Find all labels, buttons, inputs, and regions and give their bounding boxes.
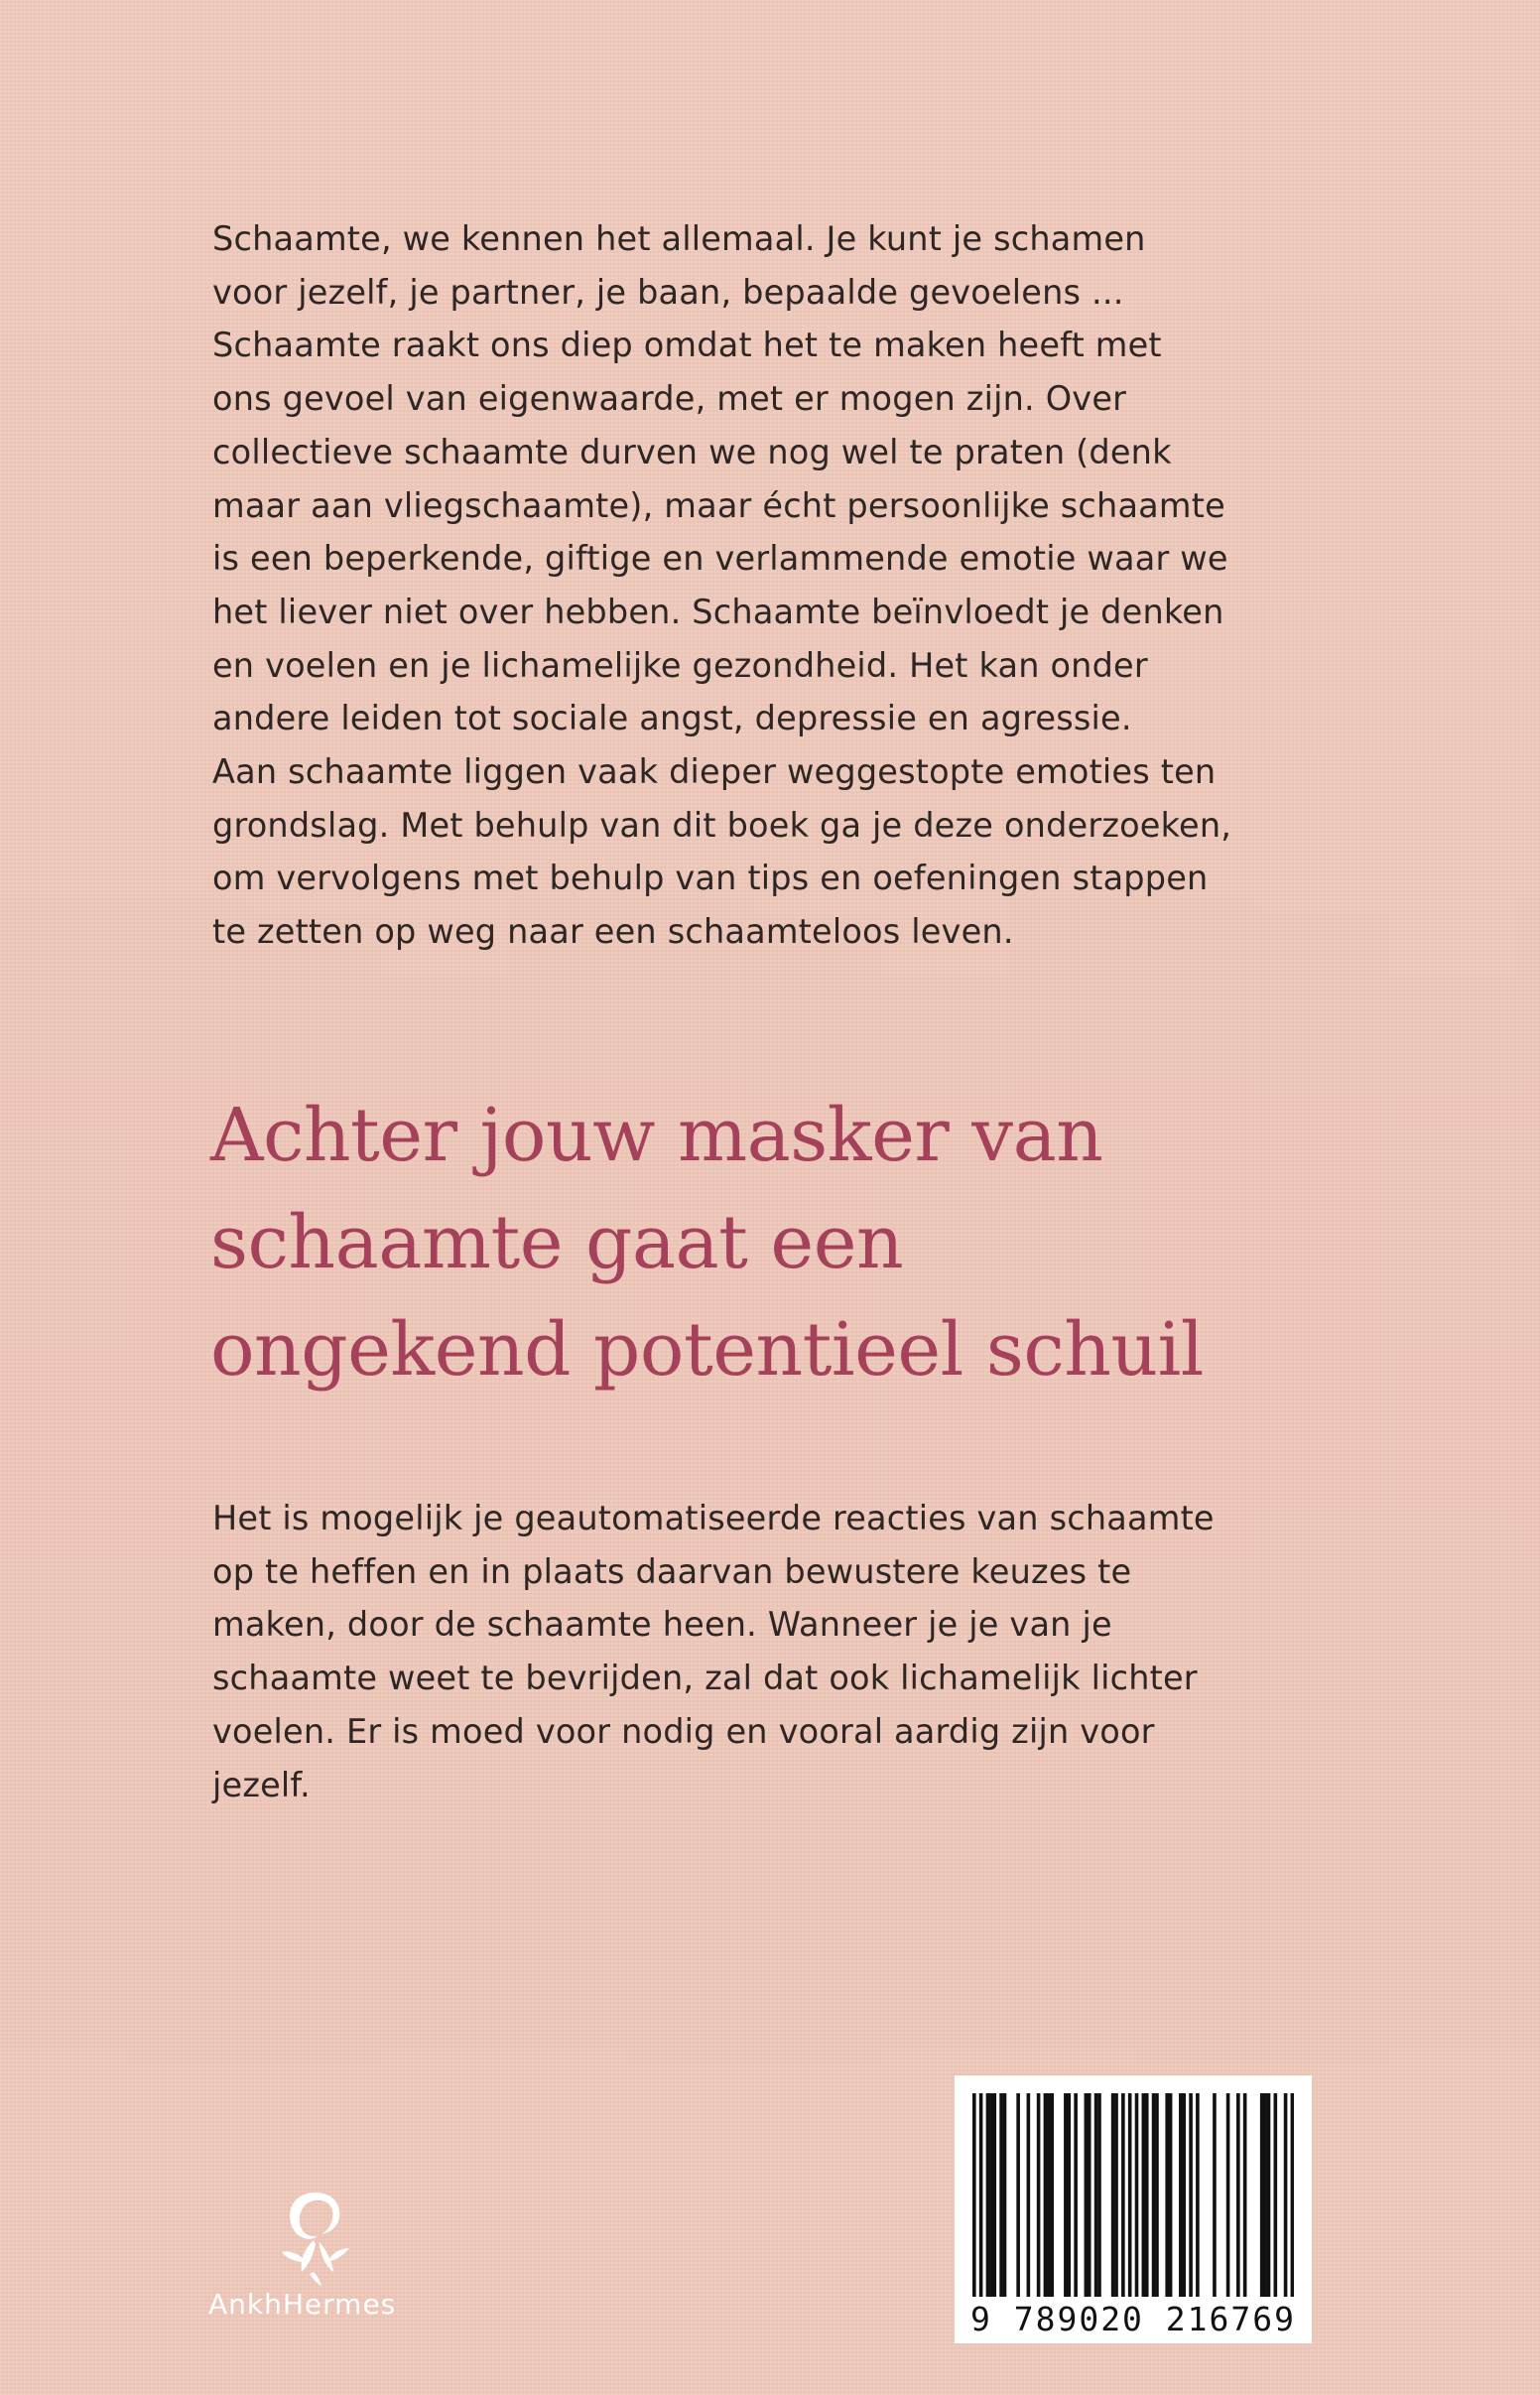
barcode-bar — [989, 2093, 993, 2297]
barcode-bar — [972, 2093, 976, 2297]
barcode-bar — [1284, 2093, 1288, 2297]
blurb-line: maken, door de schaamte heen. Wanneer je je van je — [212, 1605, 1112, 1645]
blurb-line: om vervolgens met behulp van tips en oefeningen stappen — [212, 859, 1209, 898]
barcode-bar — [1182, 2093, 1186, 2297]
barcode-bar — [1064, 2093, 1068, 2297]
barcode-bar — [1267, 2093, 1271, 2297]
barcode-bar — [1003, 2093, 1007, 2297]
barcode-bar — [1291, 2093, 1294, 2297]
blurb-line: voor jezelf, je partner, je baan, bepaalde gevoelens ... — [212, 272, 1124, 312]
barcode-bar — [1128, 2093, 1132, 2297]
barcode-bar — [986, 2093, 990, 2297]
barcode-bar — [1274, 2093, 1278, 2297]
barcode-bar — [1135, 2093, 1139, 2297]
barcode-bar — [1213, 2093, 1217, 2297]
blurb-line: het liever niet over hebben. Schaamte beïnvloedt je denken — [212, 592, 1224, 631]
barcode-bar — [1165, 2093, 1169, 2297]
barcode-bar — [1016, 2093, 1020, 2297]
barcode-bar — [1196, 2093, 1200, 2297]
quote-line: Achter jouw masker van — [210, 1093, 1103, 1178]
barcode-bar — [1243, 2093, 1247, 2297]
ankh-hermes-logo-icon — [270, 2189, 361, 2288]
barcode-bar — [992, 2093, 996, 2297]
barcode-bar — [1097, 2093, 1101, 2297]
publisher-logo — [208, 2189, 437, 2321]
quote-line: schaamte gaat een — [210, 1200, 904, 1285]
blurb-line: collectieve schaamte durven we nog wel te praten (denk — [212, 432, 1172, 471]
barcode-bars — [972, 2093, 1294, 2297]
quote-line: ongekend potentieel schuil — [210, 1307, 1204, 1393]
barcode-bar — [999, 2093, 1003, 2297]
barcode-bar — [1226, 2093, 1230, 2297]
barcode-bar — [1074, 2093, 1078, 2297]
blurb-line: op te heffen en in plaats daarvan bewustere keuzes te — [212, 1551, 1132, 1591]
blurb-line: en voelen en je lichamelijke gezondheid. Het kan onder — [212, 645, 1148, 685]
barcode-bar — [1189, 2093, 1193, 2297]
barcode-bar — [1094, 2093, 1098, 2297]
barcode-bar — [1179, 2093, 1183, 2297]
barcode-bar — [979, 2093, 983, 2297]
publisher-name: AnkhHermes — [208, 2288, 397, 2321]
blurb-line: ons gevoel van eigenwaarde, met er mogen zijn. Over — [212, 379, 1127, 419]
barcode-bar — [1067, 2093, 1071, 2297]
barcode-bar — [1085, 2093, 1089, 2297]
isbn-number: 9 789020 216769 — [969, 2300, 1296, 2338]
blurb-line: schaamte weet te bevrijden, zal dat ook lichamelijk lichter — [212, 1659, 1198, 1698]
barcode-bar — [1050, 2093, 1054, 2297]
blurb-line: Aan schaamte liggen vaak dieper weggestopte emoties ten — [212, 752, 1217, 792]
barcode — [955, 2075, 1312, 2343]
barcode-bar — [1169, 2093, 1173, 2297]
barcode-bar — [1142, 2093, 1146, 2297]
barcode-bar — [1155, 2093, 1159, 2297]
blurb-line: Het is mogelijk je geautomatiseerde reacties van schaamte — [212, 1499, 1215, 1537]
barcode-bar — [1263, 2093, 1267, 2297]
barcode-bar — [1121, 2093, 1125, 2297]
barcode-bar — [1027, 2093, 1031, 2297]
barcode-bar — [1260, 2093, 1264, 2297]
barcode-bar — [1044, 2093, 1048, 2297]
barcode-bar — [1047, 2093, 1051, 2297]
blurb-line: maar aan vliegschaamte), maar écht persoonlijke schaamte — [212, 485, 1225, 525]
barcode-bar — [1114, 2093, 1118, 2297]
barcode-bar — [1088, 2093, 1091, 2297]
pull-quote — [210, 1082, 1401, 1403]
blurb-line: Schaamte, we kennen het allemaal. Je kunt je schamen — [212, 219, 1146, 258]
blurb-line: te zetten op weg naar een schaamteloos leven. — [212, 912, 1014, 952]
blurb-bottom — [212, 1492, 1334, 1811]
blurb-top — [212, 212, 1334, 959]
blurb-line: Schaamte raakt ons diep omdat het te maken heeft met — [212, 326, 1162, 365]
barcode-bar — [1145, 2093, 1149, 2297]
blurb-line: voelen. Er is moed voor nodig en vooral aardig zijn voor — [212, 1711, 1155, 1751]
blurb-line: andere leiden tot sociale angst, depressie en agressie. — [212, 699, 1132, 738]
barcode-bar — [1111, 2093, 1115, 2297]
barcode-bar — [1152, 2093, 1156, 2297]
blurb-line: grondslag. Met behulp van dit boek ga je deze onderzoeken, — [212, 805, 1232, 845]
barcode-bar — [1236, 2093, 1240, 2297]
blurb-line: is een beperkende, giftige en verlammende emotie waar we — [212, 539, 1228, 579]
blurb-line: jezelf. — [212, 1765, 311, 1804]
barcode-bar — [1037, 2093, 1041, 2297]
